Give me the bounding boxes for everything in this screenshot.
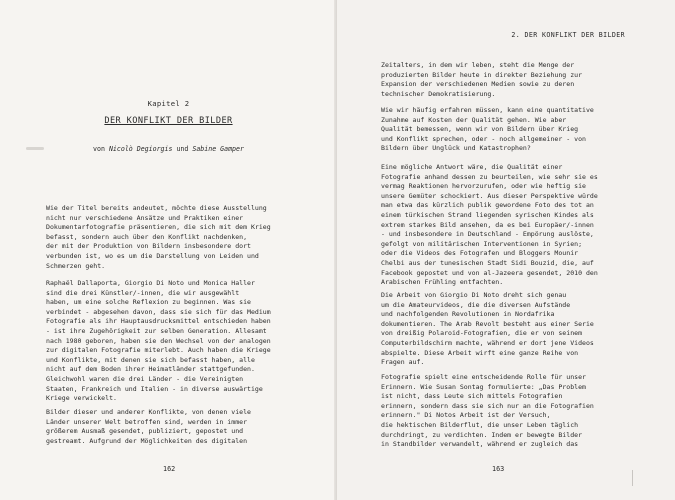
left-paragraph-1: Wie der Titel bereits andeutet, möchte diese Ausstellung nicht nur verschiedene Ansätze und Praktiken einer Dokumentarfotografie präsentieren, die sich mit dem Krieg befasst, sondern auch über den Konflikt nachdenken, der mit der Produktion von Bildern insbesondere dort verbunden ist, wo es um die Darstellung von Leiden und Schmerzen geht. [46,204,271,270]
right-paragraph-1: Zeitalters, in dem wir leben, steht die Menge der produzierten Bilder heute in direkter Beziehung zur Expansion der verschiedenen Medien sowie zu deren technischer Demokratisierung. [381,61,583,98]
chapter-label: Kapitel 2 [147,99,190,108]
page-number: 163 [492,465,505,473]
author-2: Sabine Gamper [192,145,244,153]
pencil-mark [632,470,633,486]
byline [0,145,337,153]
left-page [0,0,337,500]
byline-joiner: und [176,145,189,153]
right-paragraph-3: Eine mögliche Antwort wäre, die Qualität einer Fotografie anhand dessen zu beurteilen, wie sehr sie es vermag Reaktionen hervorzurufen, oder wie heftig sie unsere Gemüter schockiert. Aus dieser Perspektive würde man etwa das kürzlich publik gewordene Foto des tot an einem türkischen Strand liegenden syrischen Kindes als extrem starkes Bild ansehen, da es bei Europäer/-innen - und insbesondere in Deutschland - Empörung auslöste, gefolgt von militärischen Interventionen in Syrien; oder die Videos des Fotografen und Bloggers Mounir Chelbi aus der tunesischen Stadt Sidi Bouzid, die, auf Facebook gepostet und von al-Jazeera gesendet, 2010 den Arabischen Frühling entfachten. [381,163,598,287]
left-paragraph-2: Raphaël Dallaporta, Giorgio Di Noto und Monica Haller sind die drei Künstler/-innen, die wir ausgewählt haben, um eine solche Reflexion zu beginnen. Was sie verbindet - abgesehen davon, dass sie sich für das Medium Fotografie als ihr Hauptausdrucksmittel entschieden haben - ist ihre Zugehörigkeit zur selben Generation. Allesamt nach 1980 geboren, haben sie den Wechsel von der analogen zur digitalen Fotografie miterlebt. Auch haben die Kriege und Konflikte, mit denen sie sich befasst haben, alle nicht auf dem Boden ihrer Heimatländer stattgefunden. Gleichwohl waren die drei Länder - die Vereinigten Staaten, Frankreich und Italien - in diverse auswärtige Kriege verwickelt. [46,279,271,403]
right-paragraph-4: Die Arbeit von Giorgio Di Noto dreht sich genau um die Amateurvideos, die die diversen Aufstände und nachfolgenden Revolutionen in Nordafrika dokumentieren. The Arab Revolt besteht aus einer Serie von dreißig Polaroid-Fotografien, die er von seinem Computerbildschirm machte, während er dort jene Videos abspielte. Diese Arbeit wirft eine ganze Reihe von Fragen auf. [381,291,594,367]
page-number: 162 [163,465,176,473]
author-1: Nicolò Degiorgis [108,145,173,153]
chapter-title: DER KONFLIKT DER BILDER [104,116,233,126]
left-paragraph-3: Bilder dieser und anderer Konflikte, von denen viele Länder unserer Welt betroffen sind, werden in immer größerem Ausmaß gesendet, publiziert, gepostet und gestreamt. Aufgrund der Möglichkeiten des digitalen [46,408,251,445]
running-head: 2. DER KONFLIKT DER BILDER [511,31,625,39]
right-paragraph-5: Fotografie spielt eine entscheidende Rolle für unser Erinnern. Wie Susan Sontag formulierte: „Das Problem ist nicht, dass Leute sich mittels Fotografien erinnern, sondern dass sie sich nur an die Fotografien erinnern." Di Notos Arbeit ist der Versuch, die hektischen Bilderflut, die unser Leben täglich durchdringt, zu verdichten. Indem er bewegte Bilder in Standbilder verwandelt, während er zugleich das [381,373,594,449]
byline-prefix: von [93,145,105,153]
right-page [337,0,675,500]
right-paragraph-2: Wie wir häufig erfahren müssen, kann eine quantitative Zunahme auf Kosten der Qualität gehen. Wie aber Qualität bemessen, wenn wir von Bildern über Krieg und Konflikt sprechen, oder - noch allgemeiner - von Bildern über Unglück und Katastrophen? [381,106,594,153]
